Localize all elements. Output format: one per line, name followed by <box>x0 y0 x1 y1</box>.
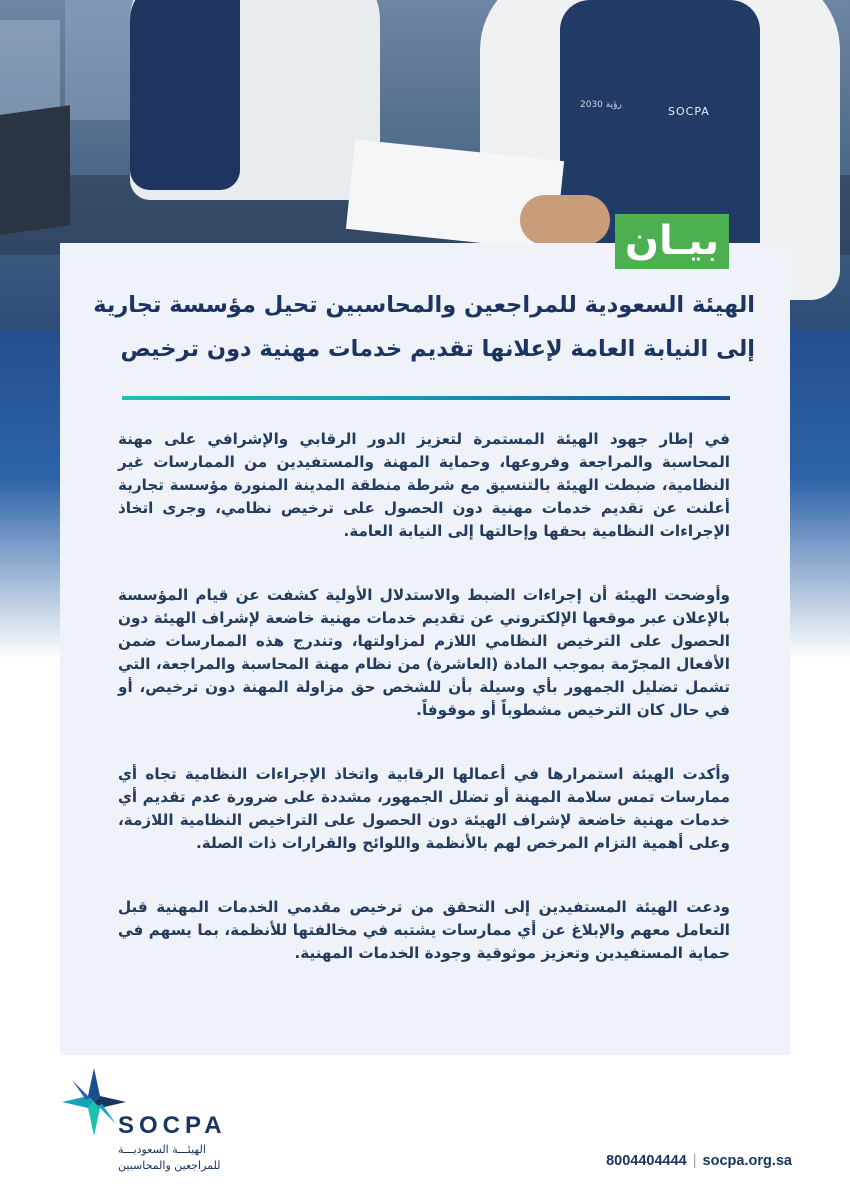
phone-number[interactable]: 8004404444 <box>606 1153 687 1169</box>
logo-arabic-line-2: للمراجعين والمحاسبين <box>118 1159 221 1172</box>
laptop <box>0 105 70 235</box>
body-paragraph-4: ودعت الهيئة المستفيدين إلى التحقق من ترخيص مقدمي الخدمات المهنية قبل التعامل معهم والإبلاغ عن أي ممارسات يشتبه في مخالفتها للأنظمة، بما يسهم في حماية المستفيدين وتعزيز موثوقية وجودة الخدمات المهنية. <box>118 898 730 962</box>
body-paragraph-3: وأكدت الهيئة استمرارها في أعمالها الرقابية واتخاذ الإجراءات النظامية تجاه أي ممارسات تمس سلامة المهنة أو تضلل الجمهور، مشددة على ضرورة عدم تقديم أي خدمات مهنية خاضعة لإشراف الهيئة دون الحصول على التراخيص النظامية اللازمة، وعلى أهمية التزام المرخص لهم بالأنظمة واللوائح والقرارات ذات الصلة. <box>118 765 730 852</box>
title-divider <box>122 396 730 400</box>
title-line-2: إلى النيابة العامة لإعلانها تقديم خدمات مهنية دون ترخيص <box>120 336 755 362</box>
vest-left <box>130 0 240 190</box>
footer-contact <box>606 1153 792 1169</box>
statement-title <box>95 283 755 371</box>
website-link[interactable]: socpa.org.sa <box>702 1153 792 1169</box>
body-paragraph-1: في إطار جهود الهيئة المستمرة لتعزيز الدور الرقابي والإشرافي على مهنة المحاسبة والمراجعة وفروعها، وحماية المهنة والمستفيدين من الممارسات غير النظامية، ضبطت الهيئة بالتنسيق مع شرطة منطقة المدينة المنورة مؤسسة تجارية أعلنت عن تقديم خدمات مهنية دون الحصول على ترخيص نظامي، وجرى اتخاذ الإجراءات النظامية بحقها وإحالتها إلى النيابة العامة. <box>118 430 730 540</box>
statement-body <box>118 428 730 965</box>
contact-separator: | <box>692 1153 697 1169</box>
statement-badge: بيـان <box>615 214 729 269</box>
background-building <box>65 0 135 120</box>
vest-vision-logo: رؤية 2030 <box>580 100 622 110</box>
vest-logo: SOCPA <box>668 105 710 118</box>
logo-arabic-line-1: الهيئـــة السعوديـــة <box>118 1143 206 1156</box>
title-line-1: الهيئة السعودية للمراجعين والمحاسبين تحيل مؤسسة تجارية <box>93 292 755 318</box>
hand <box>520 195 610 245</box>
body-paragraph-2: وأوضحت الهيئة أن إجراءات الضبط والاستدلال الأولية كشفت عن قيام المؤسسة بالإعلان عبر موقعها الإلكتروني عن تقديم خدمات مهنية خاضعة لإشراف الهيئة دون الحصول على الترخيص النظامي اللازم لمزاولتها، وتندرج هذه الممارسات ضمن الأفعال المجرّمة بموجب المادة (العاشرة) من نظام مهنة المحاسبة والمراجعة، التي تشمل تضليل الجمهور بأي وسيلة بأن للشخص حق مزاولة المهنة دون ترخيص، أو في حال كان الترخيص مشطوباً أو موقوفاً. <box>118 586 730 719</box>
logo-wordmark: SOCPA <box>118 1112 227 1139</box>
